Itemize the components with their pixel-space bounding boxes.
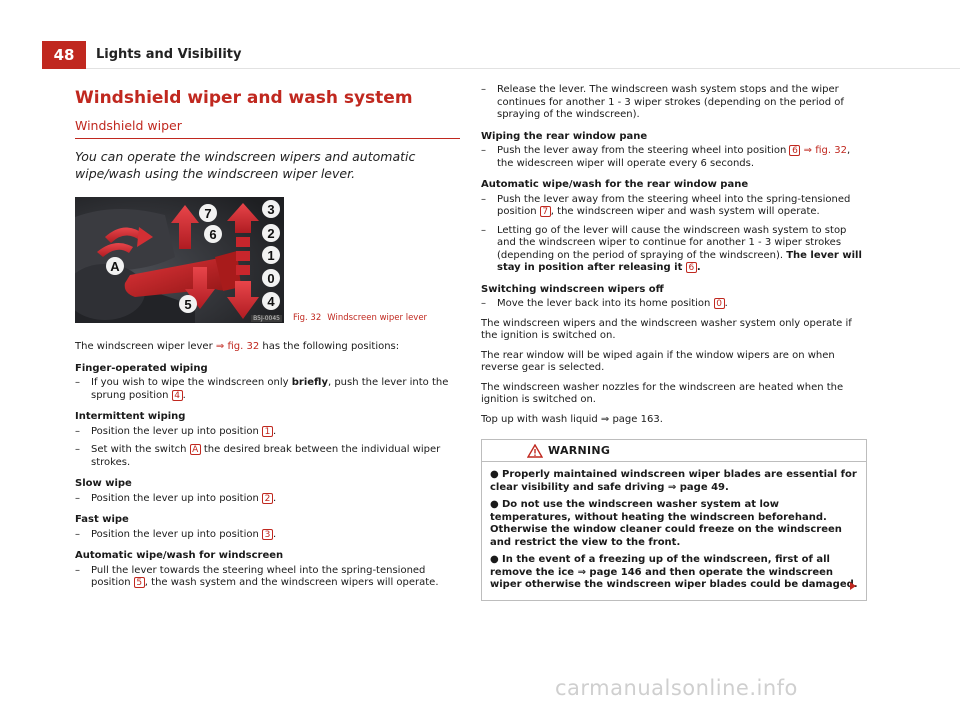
position-badge: 7 — [540, 206, 551, 217]
fig-ref-link[interactable]: ⇒ fig. 32 — [800, 145, 847, 156]
list-item: – Position the lever up into position 1 . — [75, 425, 277, 437]
label-A: A — [110, 259, 120, 274]
label-2: 2 — [267, 226, 275, 241]
figure-label: Fig. 32 — [293, 313, 322, 323]
heading-rear-wiping: Wiping the rear window pane — [481, 130, 648, 142]
label-7: 7 — [204, 206, 212, 221]
list-item: – Position the lever up into position 3 . — [75, 528, 277, 540]
figure-caption-text: Windscreen wiper lever — [327, 313, 428, 323]
label-6: 6 — [209, 227, 217, 242]
fig-ref-link[interactable]: ⇒ fig. 32 — [215, 341, 260, 352]
section-title: Lights and Visibility — [96, 47, 242, 62]
label-3: 3 — [267, 202, 275, 217]
position-badge: 3 — [262, 529, 273, 540]
paragraph: The windscreen washer nozzles for the windscreen are heated when the ignition is switched on. — [481, 381, 844, 405]
label-0: 0 — [267, 271, 275, 286]
page-number: 48 — [42, 41, 86, 69]
list-item: – Push the lever away from the steering wheel into position 6 ⇒ fig. 32, the widescreen wiper will operate every 6 seconds. — [481, 145, 851, 169]
list-item: – Set with the switch A the desired break between the individual wiper strokes. — [75, 444, 441, 468]
list-item: – Position the lever up into position 2 . — [75, 492, 277, 504]
position-badge: 2 — [262, 493, 273, 504]
list-item: – Move the lever back into its home position 0 . — [481, 298, 728, 309]
warning-item: ● In the event of a freezing up of the windscreen, first of all remove the ice ⇒ page 146 and then operate the windscreen wiper otherwise the windscreen wiper blades could be damaged. — [490, 554, 858, 590]
figure-code: B5J-0045 — [253, 315, 280, 322]
position-badge: 6 — [789, 145, 800, 156]
figure-caption — [293, 313, 427, 323]
wiper-lever-image — [75, 197, 284, 323]
header-rule — [86, 68, 960, 69]
paragraph: The windscreen wipers and the windscreen washer system only operate if the ignition is switched on. — [481, 317, 852, 341]
warning-item: ● Do not use the windscreen washer system at low temperatures, without heating the windscreen beforehand. Otherwise the window cleaner could freeze on the windscreen and restrict the view to the front. — [490, 499, 842, 548]
position-badge: 4 — [172, 390, 183, 401]
list-item: – If you wish to wipe the windscreen only briefly, push the lever into the sprung position 4 . — [75, 377, 449, 401]
position-badge: A — [190, 444, 201, 455]
heading-intermittent: Intermittent wiping — [75, 411, 186, 422]
warning-triangle-icon — [527, 444, 543, 458]
intro-text: You can operate the windscreen wipers and automatic wipe/wash using the windscreen wiper lever. — [75, 149, 416, 181]
warning-body — [482, 462, 866, 600]
heading-auto-windscreen: Automatic wipe/wash for windscreen — [75, 550, 284, 561]
position-badge: 1 — [262, 426, 273, 437]
sub-title: Windshield wiper — [75, 118, 460, 139]
label-1: 1 — [267, 248, 275, 263]
warning-box — [481, 439, 867, 601]
heading-fast-wipe: Fast wipe — [75, 514, 129, 525]
label-4: 4 — [267, 294, 275, 309]
main-title: Windshield wiper and wash system — [75, 88, 413, 108]
paragraph: The rear window will be wiped again if the window wipers are on when reverse gear is selected. — [481, 349, 835, 373]
label-5: 5 — [184, 297, 192, 312]
position-badge: 0 — [714, 298, 725, 309]
position-badge: 6 — [686, 262, 697, 273]
continue-arrow-icon — [850, 582, 856, 590]
warning-title: WARNING — [548, 444, 611, 457]
list-item: – Letting go of the lever will cause the windscreen wash system to stop and the windscreen wiper to continue for another 1 - 3 wiper strokes (depending on the period of spraying of the windscreen). The lever will stay in position after releasing it 6 . — [481, 224, 862, 273]
heading-finger-operated: Finger-operated wiping — [75, 362, 208, 374]
position-badge: 5 — [134, 577, 145, 588]
heading-rear-auto: Automatic wipe/wash for the rear window pane — [481, 179, 749, 190]
right-column — [481, 84, 867, 601]
lead-paragraph: The windscreen wiper lever ⇒ fig. 32 has the following positions: — [75, 341, 400, 352]
figure-32 — [75, 197, 460, 323]
list-item: – Release the lever. The windscreen wash system stops and the wiper continues for another 1 - 3 wiper strokes (depending on the period of spraying of the windscreen). — [481, 84, 844, 120]
left-column — [75, 87, 460, 590]
warning-header — [482, 440, 866, 462]
paragraph: Top up with wash liquid ⇒ page 163. — [481, 413, 663, 425]
watermark: carmanualsonline.info — [555, 676, 798, 700]
heading-switching-off: Switching windscreen wipers off — [481, 283, 664, 295]
heading-slow-wipe: Slow wipe — [75, 478, 132, 489]
wiper-lever-illustration — [75, 197, 284, 323]
list-item: – Push the lever away from the steering wheel into the spring-tensioned position 7 , the windscreen wiper and wash system will operate. — [481, 193, 851, 217]
list-item: – Pull the lever towards the steering wheel into the spring-tensioned position 5 , the wash system and the windscreen wipers will operate. — [75, 564, 439, 588]
warning-item: ● Properly maintained windscreen wiper blades are essential for clear visibility and safe driving ⇒ page 49. — [490, 469, 857, 493]
